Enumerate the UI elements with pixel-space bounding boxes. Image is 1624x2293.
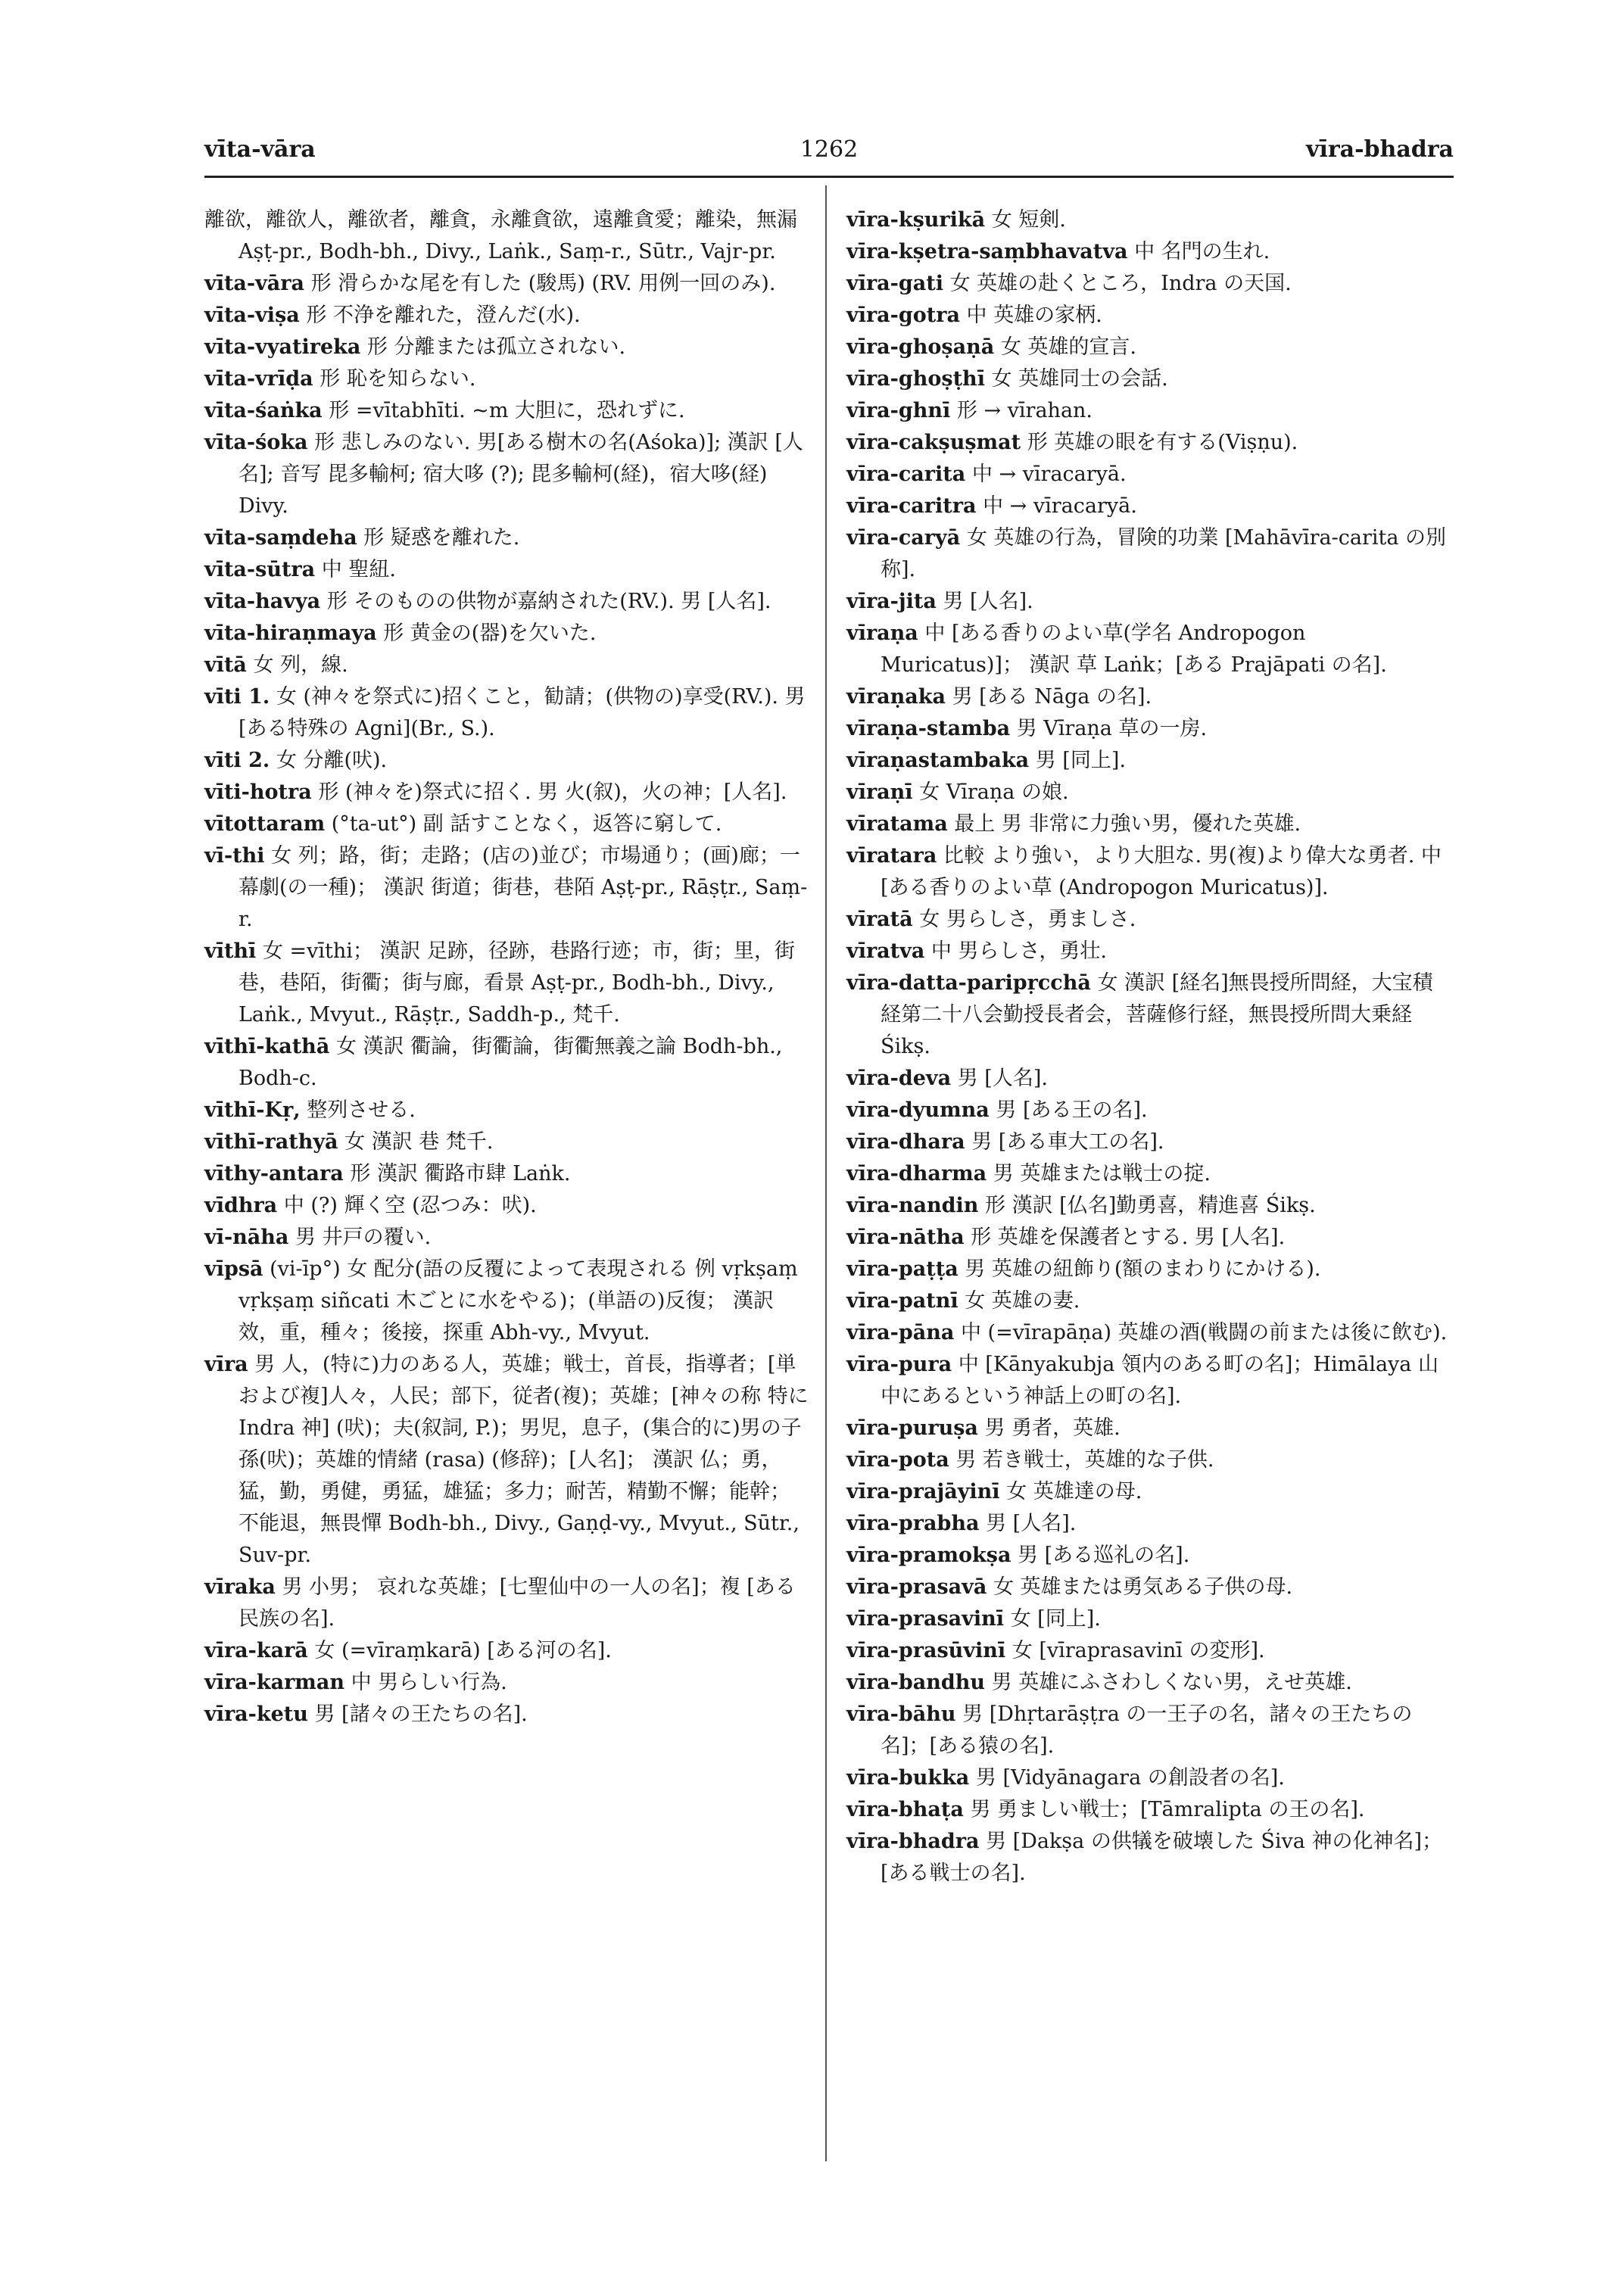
entry-definition: 女 列；路，街；走路；(店の)並び；市場通り；(画)廊；一幕劇(の一種)； 漢訳 街道；街巷，巷陌 Aṣṭ-pr., Rāṣṭr., Saṃ-r. <box>238 844 808 931</box>
dictionary-entry <box>846 1635 1452 1667</box>
entry-definition: 中 英雄の家柄. <box>966 304 1102 327</box>
dictionary-entry <box>204 1254 810 1349</box>
entry-headword: vīta-viṣa <box>204 304 300 327</box>
entry-headword: vīta-hiraṇmaya <box>204 622 377 645</box>
entry-definition: 形 滑らかな尾を有した (駿馬) (RV. 用例一回のみ). <box>310 272 776 295</box>
entry-headword: vīra-caryā <box>846 526 961 550</box>
dictionary-entry <box>204 586 810 618</box>
dictionary-entry <box>846 745 1452 777</box>
dictionary-entry <box>846 1667 1452 1699</box>
entry-headword: vīdhra <box>204 1194 278 1217</box>
entry-headword: vīta-vyatireka <box>204 335 361 359</box>
entry-definition: 男 勇ましい戦士；[Tāmralipta の王の名]. <box>970 1798 1365 1821</box>
entry-headword: vīra-dharma <box>846 1162 987 1185</box>
dictionary-entry <box>846 522 1452 586</box>
entry-headword: vīra-prasavā <box>846 1575 987 1599</box>
entry-headword: vī-nāha <box>204 1226 289 1249</box>
entry-definition: 男 [Dakṣa の供犠を破壊した Śiva 神の化神名]；[ある戦士の名]. <box>881 1830 1443 1885</box>
dictionary-entry <box>846 1603 1452 1635</box>
dictionary-entry <box>846 459 1452 491</box>
entry-definition: 形 分離または孤立されない. <box>366 335 626 359</box>
header-right-guideword: vīra-bhadra <box>1306 136 1454 163</box>
dictionary-entry <box>846 618 1452 681</box>
entry-headword: vīthī-kathā <box>204 1035 330 1058</box>
dictionary-entry <box>846 1508 1452 1540</box>
dictionary-entry <box>846 363 1452 395</box>
entry-definition: 中 名門の生れ. <box>1134 240 1270 263</box>
entry-headword: vīra-karman <box>204 1671 344 1694</box>
dictionary-entry <box>204 936 810 1031</box>
entry-headword: vīraṇa-stamba <box>846 717 1011 740</box>
entry-headword: vīthī-rathyā <box>204 1130 338 1154</box>
entry-headword: vīpsā <box>204 1257 263 1281</box>
entry-headword: vīra-bhaṭa <box>846 1798 964 1821</box>
dictionary-entry <box>846 713 1452 745</box>
right-column <box>846 204 1452 1890</box>
entry-headword: vīra-nandin <box>846 1194 979 1217</box>
entry-definition: 男 [Vidyānagara の創設者の名]. <box>975 1766 1285 1790</box>
entry-headword: vīra-gati <box>846 272 943 295</box>
entry-headword: vīta-śaṅka <box>204 399 323 422</box>
entry-headword: vīra-prasūvinī <box>846 1639 1006 1662</box>
entry-headword: vīratva <box>846 939 925 963</box>
entry-definition: 形 不浄を離れた，澄んだ(水). <box>306 304 581 327</box>
dictionary-entry <box>204 1095 810 1126</box>
dictionary-entry <box>846 1254 1452 1285</box>
entry-definition: 形 黄金の(器)を欠いた. <box>383 622 597 645</box>
entry-definition: 女 英雄または勇気ある子供の母. <box>993 1575 1293 1599</box>
entry-headword: vīra-ghoṣaṇā <box>846 335 995 359</box>
entry-definition: (vi-īp°) 女 配分(語の反覆によって表現される 例 vṛkṣaṃ vṛkṣaṃ siñcati 木ごとに水をやる)；(単語の)反復； 漢訳 效，重，種々；後接，探重 Abh-vy., Mvyut. <box>238 1257 798 1344</box>
entry-headword: vīra-karā <box>204 1639 308 1662</box>
entry-headword: vīra-prabha <box>846 1512 980 1535</box>
entry-definition: 男 英雄または戦士の掟. <box>993 1162 1211 1185</box>
entry-definition: 整列させる. <box>307 1098 416 1122</box>
entry-headword: vīthy-antara <box>204 1162 344 1185</box>
entry-definition: 女 漢訳 衢論，街衢論，街衢無義之論 Bodh-bh., Bodh-c. <box>238 1035 783 1090</box>
entry-definition: 女 男らしさ，勇ましさ. <box>919 908 1136 931</box>
entry-headword: vīra-pura <box>846 1353 952 1376</box>
entry-headword: vīthī-Kṛ, <box>204 1098 301 1122</box>
dictionary-entry <box>204 1349 810 1572</box>
entry-definition: 女 (=vīraṃkarā) [ある河の名]. <box>314 1639 612 1662</box>
column-divider <box>825 185 827 2161</box>
entry-definition: 形 悲しみのない. 男[ある樹木の名(Aśoka)]; 漢訳 [人名]; 音写 毘多輸柯; 宿大哆 (?); 毘多輸柯(経)，宿大哆(経) Divy. <box>238 431 803 518</box>
entry-definition: 女 漢訳 [経名]無畏授所問経，大宝積経第二十八会勤授長者会，菩薩修行経，無畏授所問大乗経 Śikṣ. <box>881 971 1433 1058</box>
dictionary-entry <box>846 1699 1452 1762</box>
left-column <box>204 204 810 1731</box>
entry-definition: 形 漢訳 衢路市肆 Laṅk. <box>350 1162 571 1185</box>
entry-definition: 男 Vīraṇa 草の一房. <box>1016 717 1208 740</box>
dictionary-entry <box>846 204 1452 236</box>
dictionary-entry <box>846 1572 1452 1603</box>
page-header <box>204 136 1454 174</box>
entry-headword: vīra-bāhu <box>846 1703 956 1726</box>
dictionary-entry <box>204 395 810 427</box>
entry-definition: 中 → vīracaryā. <box>983 494 1137 518</box>
entry-definition: 形 疑惑を離れた. <box>363 526 520 550</box>
dictionary-entry <box>204 1635 810 1667</box>
dictionary-entry <box>846 491 1452 522</box>
entry-definition: 女 [vīraprasavinī の変形]. <box>1011 1639 1265 1662</box>
dictionary-entry <box>204 840 810 936</box>
dictionary-entry <box>846 1095 1452 1126</box>
entry-definition: 男 [ある巡礼の名]. <box>1018 1544 1190 1567</box>
entry-headword: vīra-nātha <box>846 1226 965 1249</box>
dictionary-entry <box>846 268 1452 300</box>
entry-definition: 男 小男； 哀れな英雄；[七聖仙中の一人の名]；複 [ある民族の名]. <box>238 1575 796 1631</box>
entry-headword: vīratara <box>846 844 937 868</box>
dictionary-entry <box>204 554 810 586</box>
entry-headword: vīra-prasavinī <box>846 1607 1004 1631</box>
dictionary-entry <box>846 808 1452 840</box>
dictionary-entry <box>204 1190 810 1222</box>
dictionary-entry <box>204 777 810 808</box>
entry-headword: vīra-prajāyinī <box>846 1480 1000 1503</box>
entry-definition: 男 英雄の紐飾り(額のまわりにかける). <box>965 1257 1321 1281</box>
entry-definition: 男 勇者，英雄. <box>984 1416 1121 1440</box>
dictionary-entry <box>204 1158 810 1190</box>
entry-definition: 男 人，(特に)力のある人，英雄；戦士，首長，指導者；[単および複]人々，人民；部下，従者(複)；英雄；[神々の称 特に Indra 神] (吠)；夫(叙詞, P.)；男児，息子，(集合的に)男の子孫(吠)；英雄的情緒 (rasa) (修辞)；[人名]； 漢訳 仏；勇，猛，勤，勇健，勇猛，雄猛；多力；耐苦，精勤不懈；能幹；不能退，無畏憚 Bodh-bh., Divy., Gaṇḍ-vy., Mvyut., Sūtr., Suv-pr. <box>238 1353 809 1567</box>
dictionary-entry <box>846 1222 1452 1254</box>
dictionary-entry <box>846 1476 1452 1508</box>
entry-definition: 女 英雄の妻. <box>965 1289 1080 1313</box>
entry-headword: vīra-kṣetra-saṃbhavatva <box>846 240 1128 263</box>
dictionary-entry <box>204 522 810 554</box>
entry-definition: 男 [ある車大工の名]. <box>971 1130 1164 1154</box>
entry-definition: 男 [人名]. <box>943 590 1033 613</box>
entry-headword: vīra-deva <box>846 1067 952 1090</box>
entry-headword: vīta-vāra <box>204 272 305 295</box>
dictionary-entry <box>846 586 1452 618</box>
entry-definition: 形 そのものの供物が嘉納された(RV.). 男 [人名]. <box>326 590 771 613</box>
entry-definition: 女 =vīthi； 漢訳 足跡，径跡，巷路行迹；市，街；里，街巷，巷陌，街衢；街与廊，看景 Aṣṭ-pr., Bodh-bh., Divy., Laṅk., Mvyut., Rāṣṭr., Saddh-p., 梵千. <box>238 939 796 1027</box>
entry-headword: vīra-ketu <box>204 1703 308 1726</box>
dictionary-entry <box>846 300 1452 332</box>
entry-definition: 女 英雄達の母. <box>1006 1480 1142 1503</box>
entry-definition: 中 男らしい行為. <box>351 1671 507 1694</box>
entry-definition: 男 英雄にふさわしくない男，えせ英雄. <box>991 1671 1352 1694</box>
entry-headword: vīraṇa <box>846 622 918 645</box>
dictionary-entry <box>846 1317 1452 1349</box>
dictionary-entry <box>846 904 1452 936</box>
entry-headword: vīra-cakṣuṣmat <box>846 431 1021 454</box>
entry-headword: vīraṇaka <box>846 685 946 709</box>
entry-definition: 比較 より強い，より大胆な. 男(複)より偉大な勇者. 中 [ある香りのよい草 (Andropogon Muricatus)]. <box>881 844 1442 899</box>
entry-definition: 中 → vīracaryā. <box>971 463 1127 486</box>
entry-definition: 形 (神々を)祭式に招く. 男 火(叙)，火の神；[人名]. <box>318 780 787 804</box>
dictionary-entry <box>846 395 1452 427</box>
entry-definition: 女 短剣. <box>991 208 1066 232</box>
entry-definition: 形 漢訳 [仏名]勤勇喜，精進喜 Śikṣ. <box>985 1194 1316 1217</box>
dictionary-entry <box>846 1285 1452 1317</box>
dictionary-entry <box>204 1667 810 1699</box>
entry-definition: 形 =vītabhīti. ~m 大胆に，恐れずに. <box>329 399 685 422</box>
dictionary-entry <box>846 1762 1452 1794</box>
dictionary-entry <box>846 1540 1452 1572</box>
entry-headword: vīra-ghoṣṭhī <box>846 367 985 391</box>
entry-headword: vīra-bandhu <box>846 1671 986 1694</box>
entry-headword: vīra <box>204 1353 248 1376</box>
entry-headword: vīraka <box>204 1575 276 1599</box>
entry-definition: 中 男らしさ，勇壮. <box>930 939 1108 963</box>
entry-definition: 女 漢訳 巷 梵千. <box>344 1130 494 1154</box>
entry-headword: vīti 2. <box>204 749 270 772</box>
entry-headword: vīta-śoka <box>204 431 308 454</box>
dictionary-entry <box>204 1222 810 1254</box>
entry-headword: vītā <box>204 653 247 677</box>
entry-definition: 男 [ある王の名]. <box>996 1098 1148 1122</box>
dictionary-entry <box>846 1794 1452 1826</box>
dictionary-entry <box>204 808 810 840</box>
dictionary-entry <box>846 967 1452 1063</box>
entry-definition: 女 分離(吠). <box>276 749 388 772</box>
entry-headword: vīratama <box>846 812 948 836</box>
entry-headword: vīra-puruṣa <box>846 1416 978 1440</box>
entry-headword: vītottaram <box>204 812 326 836</box>
entry-definition: 離欲，離欲人，離欲者，離貪，永離貪欲，遠離貪愛；離染，無漏 Aṣṭ-pr., Bodh-bh., Divy., Laṅk., Saṃ-r., Sūtr., Vajr-pr. <box>204 208 797 263</box>
entry-definition: 男 [人名]. <box>957 1067 1048 1090</box>
entry-definition: 男 若き戦士，英雄的な子供. <box>955 1448 1214 1472</box>
header-left-guideword: vīta-vāra <box>204 136 316 163</box>
dictionary-entry <box>846 1158 1452 1190</box>
dictionary-entry <box>846 236 1452 268</box>
entry-headword: vīta-vrīḍa <box>204 367 313 391</box>
dictionary-entry <box>204 681 810 745</box>
entry-definition: 男 [ある Nāga の名]. <box>952 685 1152 709</box>
entry-headword: vīra-kṣurikā <box>846 208 986 232</box>
dictionary-entry <box>204 204 810 268</box>
entry-headword: vīra-dhara <box>846 1130 965 1154</box>
entry-headword: vīti-hotra <box>204 780 312 804</box>
entry-definition: 中 聖紐. <box>321 558 396 581</box>
entry-headword: vīra-bhadra <box>846 1830 980 1853</box>
entry-definition: (°ta-ut°) 副 話すことなく，返答に窮して. <box>331 812 722 836</box>
entry-headword: vīra-paṭṭa <box>846 1257 959 1281</box>
dictionary-entry <box>204 1126 810 1158</box>
dictionary-entry <box>204 332 810 363</box>
entry-headword: vīra-bukka <box>846 1766 970 1790</box>
entry-definition: 形 英雄の眼を有する(Viṣṇu). <box>1027 431 1298 454</box>
entry-headword: vīta-havya <box>204 590 321 613</box>
dictionary-entry <box>204 300 810 332</box>
entry-headword: vīra-ghnī <box>846 399 951 422</box>
dictionary-entry <box>846 332 1452 363</box>
entry-definition: 形 → vīrahan. <box>956 399 1093 422</box>
entry-definition: 最上 男 非常に力強い男，優れた英雄. <box>954 812 1301 836</box>
entry-headword: vī-thi <box>204 844 265 868</box>
dictionary-entry <box>846 777 1452 808</box>
entry-headword: vīta-sūtra <box>204 558 316 581</box>
entry-definition: 中 [ある香りのよい草(学名 Andropogon Muricatus)]； 漢訳 草 Laṅk；[ある Prajāpati の名]. <box>881 622 1387 677</box>
entry-definition: 女 Vīraṇa の娘. <box>919 780 1069 804</box>
entry-headword: vīraṇastambaka <box>846 749 1030 772</box>
entry-definition: 男 [人名]. <box>986 1512 1077 1535</box>
entry-headword: vīra-gotra <box>846 304 960 327</box>
entry-definition: 中 (=vīrapāṇa) 英雄の酒(戦闘の前または後に飲む). <box>960 1321 1448 1344</box>
entry-definition: 女 (神々を祭式に)招くこと，勧請；(供物の)享受(RV.). 男[ある特殊の Agni](Br., S.). <box>238 685 806 740</box>
entry-headword: vīra-jita <box>846 590 937 613</box>
dictionary-entry <box>846 1349 1452 1413</box>
entry-headword: vīthī <box>204 939 257 963</box>
entry-definition: 女 英雄の赴くところ，Indra の天国. <box>949 272 1292 295</box>
dictionary-entry <box>204 1031 810 1095</box>
dictionary-entry <box>846 427 1452 459</box>
page-number: 1262 <box>800 136 859 163</box>
entry-definition: 女 [同上]. <box>1010 1607 1101 1631</box>
entry-headword: vīra-pāna <box>846 1321 955 1344</box>
entry-headword: vīta-saṃdeha <box>204 526 357 550</box>
dictionary-entry <box>846 1826 1452 1890</box>
dictionary-entry <box>204 268 810 300</box>
dictionary-entry <box>204 1699 810 1731</box>
dictionary-entry <box>204 650 810 681</box>
dictionary-entry <box>846 1063 1452 1095</box>
header-rule <box>204 176 1454 178</box>
entry-definition: 女 英雄の行為，冒険的功業 [Mahāvīra-carita の別称]. <box>881 526 1447 581</box>
dictionary-entry <box>204 427 810 522</box>
entry-headword: vīra-pota <box>846 1448 949 1472</box>
entry-definition: 形 英雄を保護者とする. 男 [人名]. <box>971 1226 1286 1249</box>
dictionary-entry <box>846 1126 1452 1158</box>
entry-headword: vīti 1. <box>204 685 270 709</box>
entry-definition: 中 [Kānyakubja 領内のある町の名]；Himālaya 山中にあるという神話上の町の名]. <box>881 1353 1439 1408</box>
dictionary-entry <box>846 1444 1452 1476</box>
dictionary-entry <box>846 840 1452 904</box>
entry-definition: 女 英雄同士の会話. <box>991 367 1168 391</box>
dictionary-entry <box>204 618 810 650</box>
entry-headword: vīra-carita <box>846 463 966 486</box>
entry-definition: 女 英雄的宣言. <box>1000 335 1136 359</box>
dictionary-entry <box>846 936 1452 967</box>
entry-headword: vīra-patnī <box>846 1289 959 1313</box>
entry-definition: 形 恥を知らない. <box>320 367 476 391</box>
entry-headword: vīratā <box>846 908 913 931</box>
dictionary-entry <box>846 681 1452 713</box>
entry-headword: vīraṇī <box>846 780 913 804</box>
entry-headword: vīra-caritra <box>846 494 977 518</box>
dictionary-entry <box>846 1413 1452 1444</box>
entry-definition: 女 列，線. <box>253 653 348 677</box>
entry-definition: 男 [Dhṛtarāṣṭra の一王子の名，諸々の王たちの名]；[ある猿の名]. <box>881 1703 1413 1758</box>
entry-definition: 男 [同上]. <box>1035 749 1126 772</box>
entry-headword: vīra-datta-paripṛcchā <box>846 971 1091 995</box>
dictionary-entry <box>846 1190 1452 1222</box>
entry-headword: vīra-dyumna <box>846 1098 990 1122</box>
entry-definition: 中 (?) 輝く空 (忍つみ：吠). <box>283 1194 537 1217</box>
dictionary-entry <box>204 745 810 777</box>
entry-definition: 男 [諸々の王たちの名]. <box>314 1703 528 1726</box>
entry-definition: 男 井戸の覆い. <box>295 1226 432 1249</box>
dictionary-entry <box>204 1572 810 1635</box>
entry-headword: vīra-pramokṣa <box>846 1544 1011 1567</box>
dictionary-entry <box>204 363 810 395</box>
